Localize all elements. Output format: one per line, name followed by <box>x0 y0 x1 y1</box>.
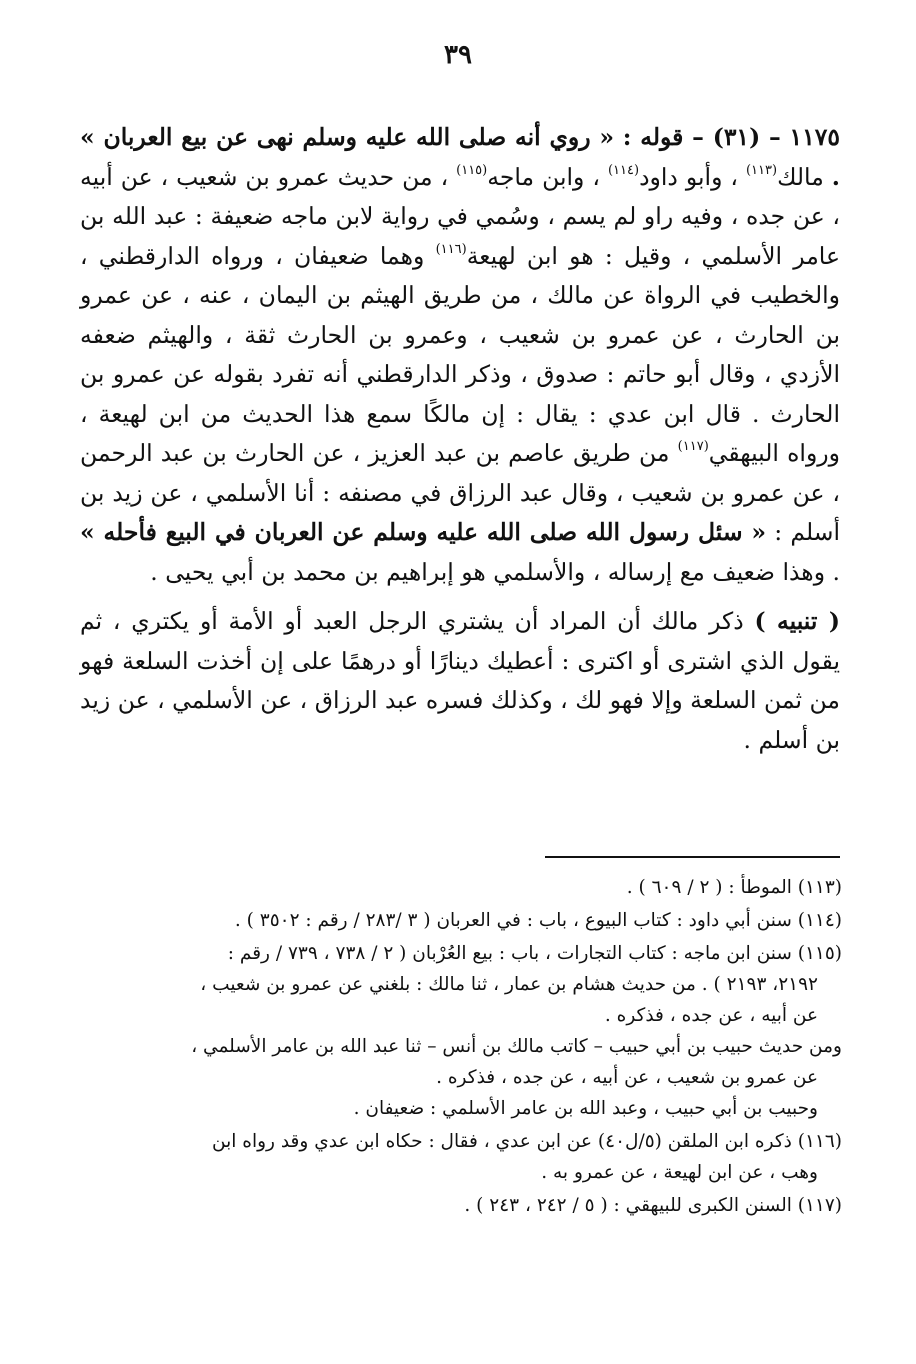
footnote-ref: (١١٤) <box>607 162 640 178</box>
entry-text: مالك <box>777 162 824 191</box>
entry-number: ١١٧٥ – (٣١) – قوله : « <box>599 123 840 151</box>
entry-text: ، وأبو داود <box>639 162 738 191</box>
footnote-ref: (١١٧) <box>677 439 709 454</box>
footnote-divider <box>545 856 840 858</box>
footnote-117: (١١٧) السنن الكبرى للبيهقي : ( ٥ / ٢٤٢ ، ٢٤٣ ) . <box>464 1195 842 1216</box>
footnotes <box>78 872 842 1223</box>
hadith-entry <box>80 118 840 592</box>
main-text <box>80 118 840 760</box>
page-number: ٣٩ <box>444 40 472 70</box>
entry-text: ، وابن ماجه <box>487 162 600 191</box>
entry-quote-close: » . <box>80 123 840 191</box>
footnote-ref: (١١٥) <box>456 162 488 178</box>
footnote-ref: (١١٣) <box>745 162 778 178</box>
quoted-hadith: « سئل رسول الله صلى الله عليه وسلم عن العربان في البيع فأحله » <box>80 518 767 546</box>
footnote-113: (١١٣) الموطأ : ( ٢ / ٦٠٩ ) . <box>626 877 842 898</box>
footnote-115: (١١٥) سنن ابن ماجه : كتاب التجارات ، باب : بيع العُرْبان ( ٢ / ٧٣٨ ، ٧٣٩ / رقم : ٢١٩٢، ٢١٩٣ ) . من حديث هشام بن عمار ، ثنا مالك : بلغني عن عمرو بن شعيب ، عن أبيه ، عن جده ، فذكره . ومن حديث حبيب بن أبي حبيب – كاتب مالك بن أنس – ثنا عبد الله بن عامر الأسلمي ، عن عمرو بن شعيب ، عن أبيه ، عن جده ، فذكره . وحبيب بن أبي حبيب ، وعبد الله بن عامر الأسلمي : ضعيفان . <box>191 943 842 1119</box>
entry-text: ، من حديث عمرو بن شعيب ، عن أبيه ، عن جده ، وفيه راو لم يسم ، وسُمي في رواية لابن ماجه ضعيفة : عبد الله بن عامر الأسلمي ، وقيل : هو ابن لهيعة <box>80 162 840 270</box>
note-label: ( تنبيه ) <box>754 607 840 635</box>
footnote-114: (١١٤) سنن أبي داود : كتاب البيوع ، باب : في العربان ( ٣ /٢٨٣ / رقم : ٣٥٠٢ ) . <box>234 910 842 931</box>
entry-text: وهما ضعيفان ، ورواه الدارقطني ، والخطيب في الرواة عن مالك ، من طريق الهيثم بن اليمان ، عنه ، عن عمرو بن الحارث ، عن عمرو بن شعيب ، وعمرو بن الحارث ثقة ، والهيثم ضعفه الأزدي ، وقال أبو حاتم : صدوق ، وذكر الدارقطني أنه تفرد بقوله عن عمرو بن الحارث . قال ابن عدي : يقال : إن مالكًا سمع هذا الحديث من ابن لهيعة ، ورواه البيهقي <box>80 241 840 467</box>
footnote-116: (١١٦) ذكره ابن الملقن (٥/ل٤٠) عن ابن عدي ، فقال : حكاه ابن عدي وقد رواه ابن وهب ، عن ابن لهيعة ، عن عمرو به . <box>212 1131 842 1183</box>
note-text: ذكر مالك أن المراد أن يشتري الرجل العبد أو الأمة أو يكتري ، ثم يقول الذي اشترى أو اكترى : أعطيك دينارًا أو درهمًا على إن أخذت السلعة فهو من ثمن السلعة وإلا فهو لك ، وكذلك فسره عبد الرزاق ، عن الأسلمي ، عن زيد بن أسلم . <box>80 607 840 754</box>
entry-quote: روي أنه صلى الله عليه وسلم نهى عن بيع العربان <box>103 123 591 151</box>
footnote-ref: (١١٦) <box>435 241 467 257</box>
note-paragraph <box>80 602 840 760</box>
entry-text: من طريق عاصم بن عبد العزيز ، عن الحارث بن عبد الرحمن ، عن عمرو بن شعيب ، وقال عبد الرزاق في مصنفه : أنا الأسلمي ، عن زيد بن أسلم : <box>80 439 840 546</box>
entry-text: . وهذا ضعيف مع إرساله ، والأسلمي هو إبراهيم بن محمد بن أبي يحيى . <box>150 557 840 586</box>
